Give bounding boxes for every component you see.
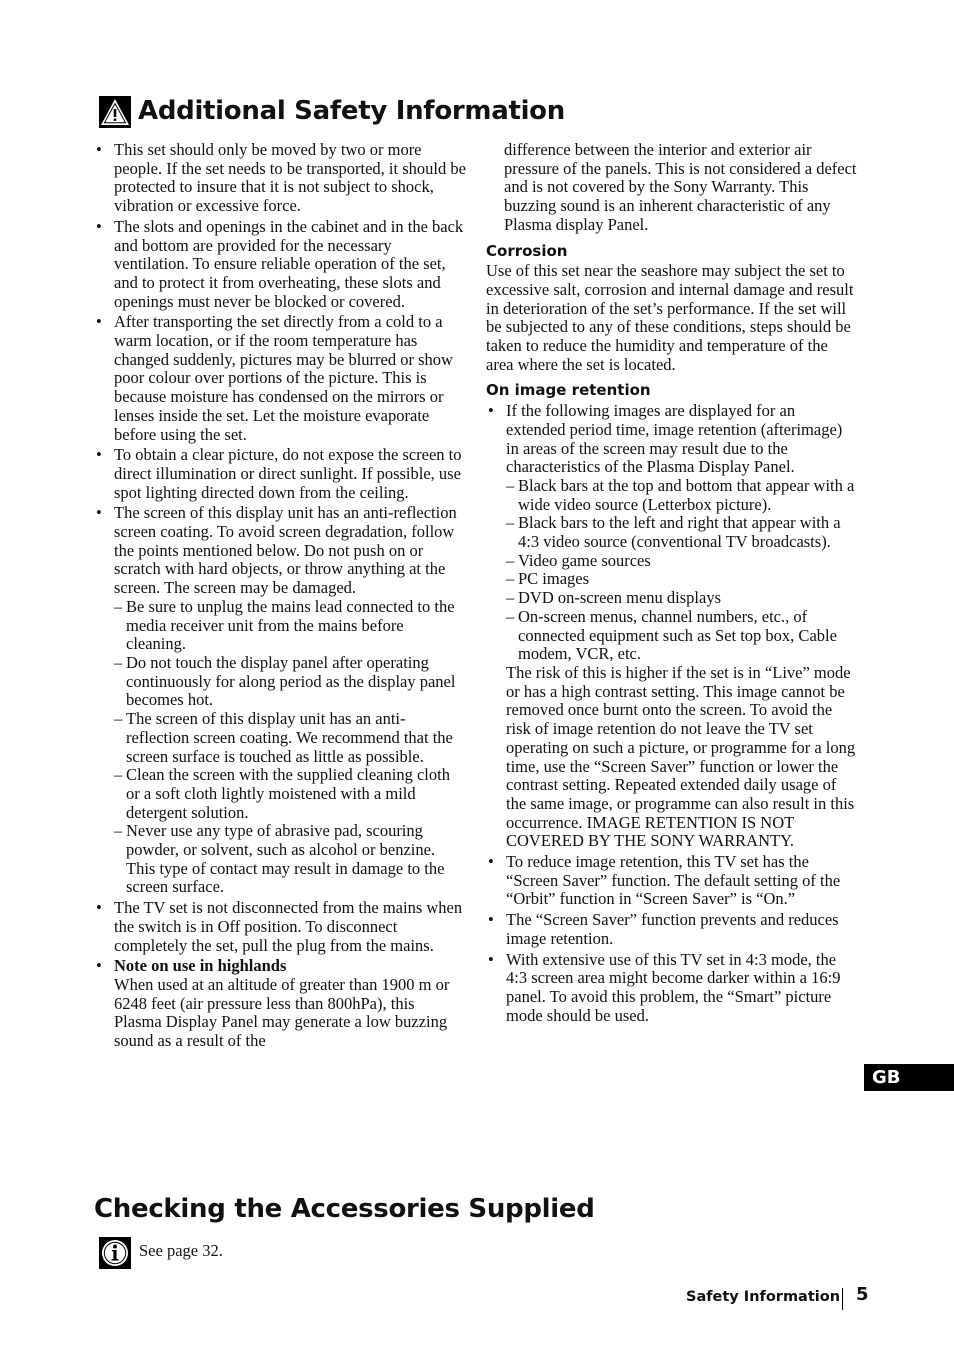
- list-item: – Be sure to unplug the mains lead connected to the media receiver unit from the mains before cleaning.: [114, 598, 466, 654]
- list-item: – Never use any type of abrasive pad, scouring powder, or solvent, such as alcohol or benzine. This type of contact may result in damage to the screen surface.: [114, 822, 466, 897]
- left-column: [94, 141, 466, 1053]
- see-page-note: See page 32.: [139, 1241, 223, 1260]
- list-item: • The slots and openings in the cabinet and in the back and bottom are provided for the necessary ventilation. To ensure reliable operation of the set, and to protect it from overheating, these slots and openings must never be blocked or covered.: [94, 218, 466, 312]
- list-item: • This set should only be moved by two or more people. If the set needs to be transported, it should be protected to insure that it is not subject to shock, vibration or excessive force.: [94, 141, 466, 216]
- info-icon: [99, 1237, 131, 1269]
- list-item: – Video game sources: [506, 552, 858, 571]
- retention-risk: The risk of this is higher if the set is in “Live” mode or has a high contrast setting. This image cannot be removed once burnt onto the screen. To avoid the risk of image retention do not leave the TV set operating on such a picture, or programme for a long time, use the “Screen Saver” function or lower the contrast setting. Repeated extended daily usage of the same image, or programme can also result in this occurrence. IMAGE RETENTION IS NOT COVERED BY THE SONY WARRANTY.: [506, 662, 856, 851]
- list-item: • The TV set is not disconnected from the mains when the switch is in Off position. To disconnect completely the set, pull the plug from the mains.: [94, 899, 466, 955]
- list-item: – The screen of this display unit has an anti-reflection screen coating. We recommend that the screen surface is touched as little as possible.: [114, 710, 466, 766]
- corrosion-text: Use of this set near the seashore may subject the set to excessive salt, corrosion and internal damage and result in deterioration of the set’s performance. If the set will be subjected to any of these conditions, steps should be taken to reduce the humidity and temperature of the area where the set is located.: [486, 261, 854, 374]
- accessories-heading: Checking the Accessories Supplied: [94, 1194, 595, 1224]
- list-item: • To reduce image retention, this TV set has the “Screen Saver” function. The default setting of the “Orbit” function in “Screen Saver” is “On.”: [486, 853, 858, 909]
- retention-sources-list: [506, 477, 858, 664]
- list-item: – PC images: [506, 570, 858, 589]
- list-item: – Do not touch the display panel after operating continuously for along period as the display panel becomes hot.: [114, 654, 466, 710]
- list-item: [486, 402, 858, 851]
- list-item: • To obtain a clear picture, do not expose the screen to direct illumination or direct sunlight. If possible, use spot lighting directed down from the ceiling.: [94, 446, 466, 502]
- list-item: – DVD on-screen menu displays: [506, 589, 858, 608]
- highlands-text: When used at an altitude of greater than 1900 m or 6248 feet (air pressure less than 800hPa), this Plasma Display Panel may generate a low buzzing sound as a result of the: [114, 974, 450, 1051]
- list-item: • After transporting the set directly from a cold to a warm location, or if the room temperature has changed suddenly, pictures may be blurred or show poor colour over portions of the picture. This is because moisture has condensed on the mirrors or lenses inside the set. Let the moisture evaporate before using the set.: [94, 313, 466, 444]
- right-column: [486, 141, 858, 1027]
- footer-divider: [842, 1288, 843, 1310]
- screen-coating-text: The screen of this display unit has an anti-reflection screen coating. To avoid screen degradation, follow the points mentioned below. Do not push on or scratch with hard objects, or throw anything at the screen. The screen may be damaged.: [114, 503, 457, 598]
- corrosion-heading: Corrosion: [486, 241, 568, 260]
- footer-section-label: Safety Information: [686, 1289, 841, 1305]
- screen-care-list: [114, 598, 466, 897]
- retention-intro: If the following images are displayed for an extended period time, image retention (afterimage) in areas of the screen may result due to the characteristics of the Plasma Display Panel.: [506, 401, 843, 477]
- list-item: – Clean the screen with the supplied cleaning cloth or a soft cloth lightly moistened with a mild detergent solution.: [114, 766, 466, 822]
- highlands-continued: difference between the interior and exterior air pressure of the panels. This is not considered a defect and is not covered by the Sony Warranty. This buzzing sound is an inherent characteristic of any Plasma display Panel.: [504, 140, 857, 234]
- page-title: Additional Safety Information: [138, 96, 565, 126]
- image-retention-heading: On image retention: [486, 381, 651, 400]
- warning-icon: [99, 96, 131, 128]
- list-item: [94, 504, 466, 897]
- highlands-title: • Note on use in highlands: [114, 956, 287, 976]
- page-number: 5: [856, 1284, 869, 1305]
- list-item: – On-screen menus, channel numbers, etc., of connected equipment such as Set top box, Cable modem, VCR, etc.: [506, 608, 858, 664]
- list-item: – Black bars at the top and bottom that appear with a wide video source (Letterbox picture).: [506, 477, 858, 514]
- list-item: [94, 957, 466, 1051]
- language-tab: GB: [864, 1064, 954, 1091]
- list-item: • The “Screen Saver” function prevents and reduces image retention.: [486, 911, 858, 948]
- list-item: • With extensive use of this TV set in 4:3 mode, the 4:3 screen area might become darker within a 16:9 panel. To avoid this problem, the “Smart” picture mode should be used.: [486, 951, 858, 1026]
- list-item: – Black bars to the left and right that appear with a 4:3 video source (conventional TV broadcasts).: [506, 514, 858, 551]
